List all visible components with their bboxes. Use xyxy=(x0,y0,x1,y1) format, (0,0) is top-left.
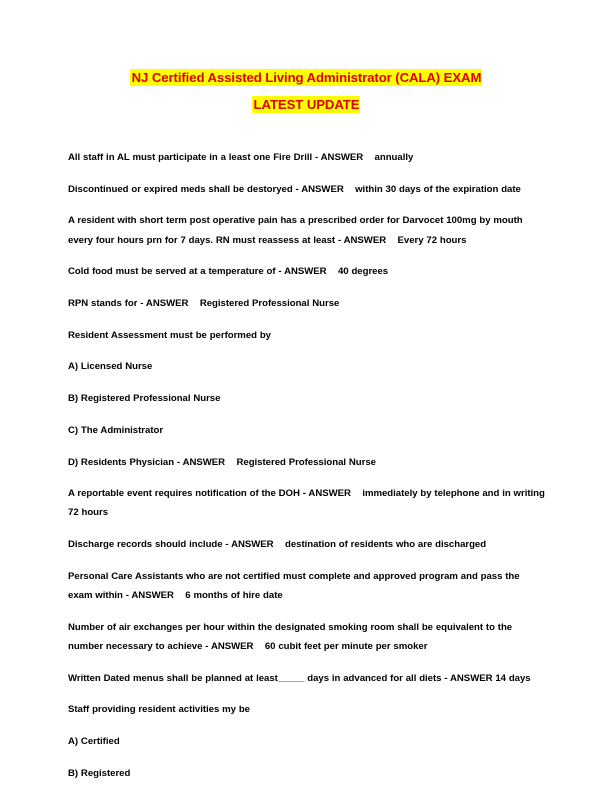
qa-option: A) Certified xyxy=(68,736,120,748)
qa-item: A resident with short term post operative pain has a prescribed order for Darvocet 100mg by mouth every four hours prn for 7 days. RN must reassess at least - ANSWER Every 72 hours xyxy=(68,215,526,246)
qa-option: B) Registered xyxy=(68,767,131,779)
qa-item: Cold food must be served at a temperature of - ANSWER 40 degrees xyxy=(68,266,389,278)
page-title-line-1: NJ Certified Assisted Living Administrator (CALA) EXAM xyxy=(131,70,482,85)
qa-item: Written Dated menus shall be planned at least_____ days in advanced for all diets - ANSWER 14 days xyxy=(68,672,531,684)
qa-item: Discharge records should include - ANSWER destination of residents who are discharged xyxy=(68,539,487,551)
page-title xyxy=(68,64,544,118)
page-title-line-2: LATEST UPDATE xyxy=(253,97,360,112)
qa-item: All staff in AL must participate in a least one Fire Drill - ANSWER annually xyxy=(68,152,414,163)
qa-option: C) The Administrator xyxy=(68,424,164,436)
qa-item: Number of air exchanges per hour within the designated smoking room shall be equivalent to the number necessary to achieve - ANSWER 60 cubit feet per minute per smoker xyxy=(68,621,515,652)
qa-option: D) Residents Physician - ANSWER Registered Professional Nurse xyxy=(68,456,376,468)
qa-item: A reportable event requires notification of the DOH - ANSWER immediately by telephone and in writing 72 hours xyxy=(68,488,548,519)
qa-item: Personal Care Assistants who are not certified must complete and approved program and pass the exam within - ANSWER 6 months of hire date xyxy=(68,570,523,602)
qa-item: Resident Assessment must be performed by xyxy=(68,329,271,341)
qa-item: Staff providing resident activities my be xyxy=(68,704,250,716)
question-answer-list xyxy=(68,148,548,783)
qa-option: B) Registered Professional Nurse xyxy=(68,393,221,405)
qa-item: RPN stands for - ANSWER Registered Professional Nurse xyxy=(68,298,340,310)
qa-option: A) Licensed Nurse xyxy=(68,361,153,373)
qa-item: Discontinued or expired meds shall be destoryed - ANSWER within 30 days of the expiration date xyxy=(68,183,521,195)
